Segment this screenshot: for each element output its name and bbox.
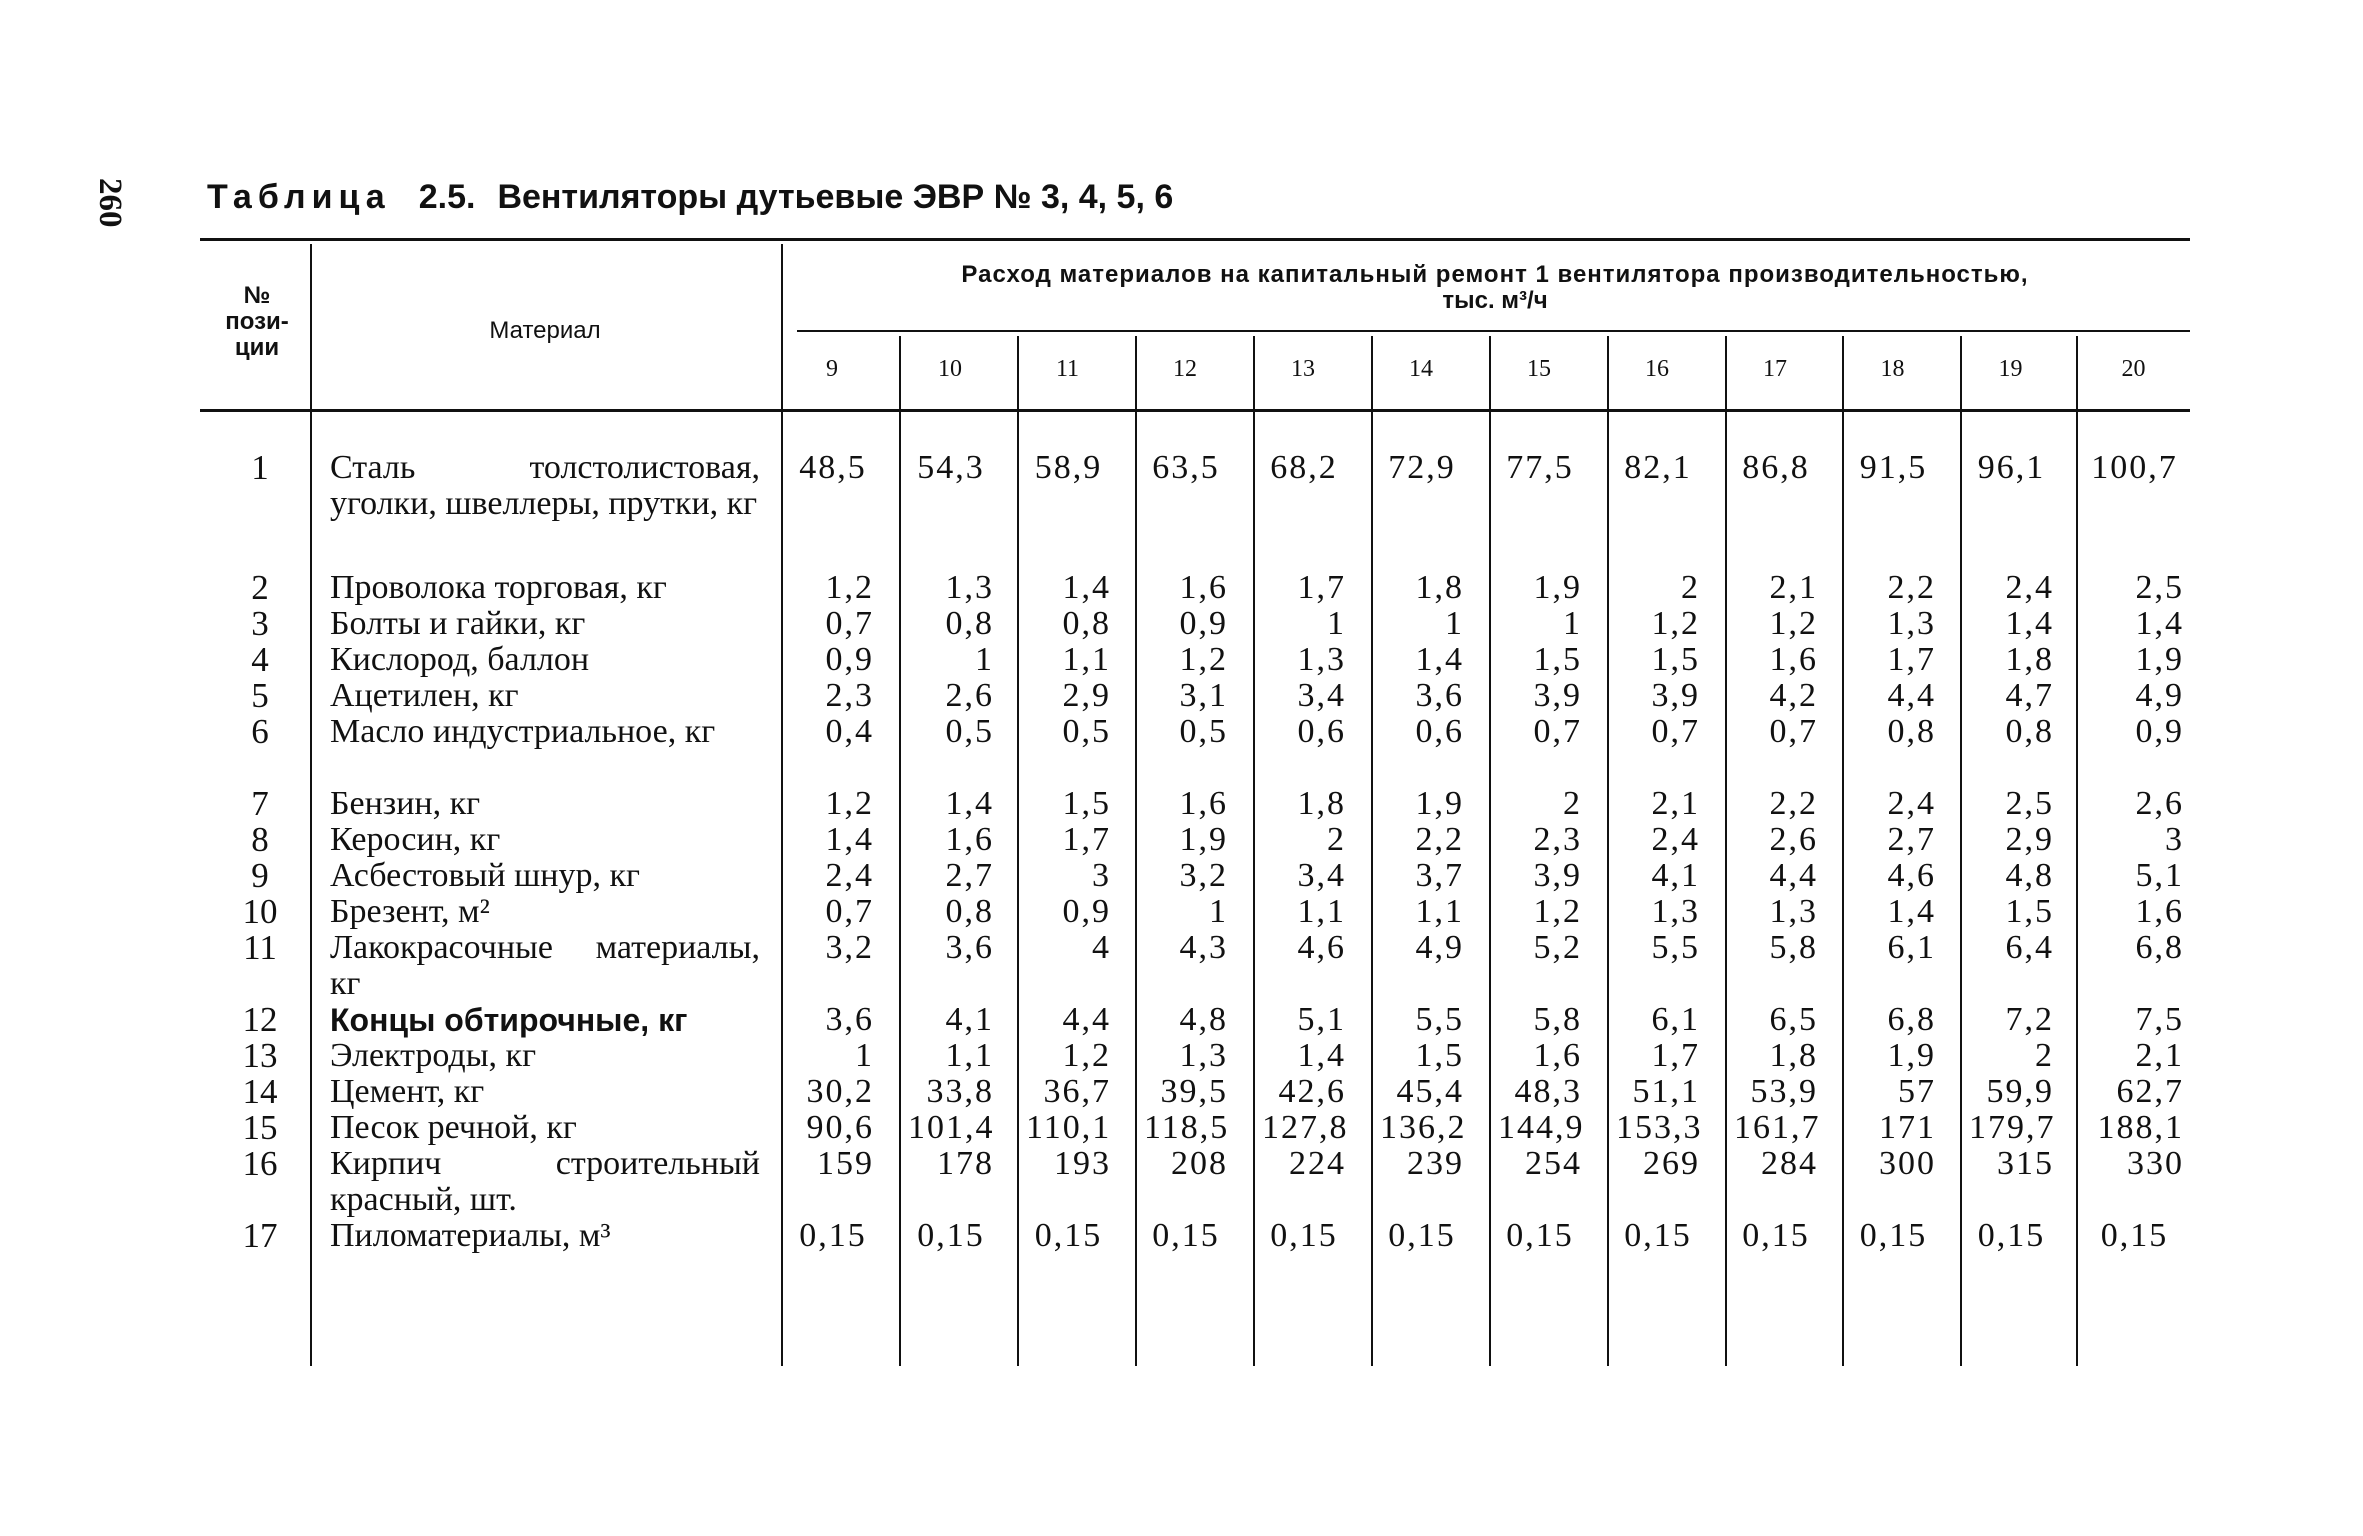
table-cell: 1,3 bbox=[945, 569, 994, 606]
table-cell: 1,9 bbox=[1533, 569, 1582, 606]
table-cell: 2,7 bbox=[945, 857, 994, 894]
table-cell: 36,7 bbox=[1043, 1073, 1111, 1110]
table-cell: 1,8 bbox=[1297, 785, 1346, 822]
table-cell: 1,4 bbox=[1887, 893, 1936, 930]
table-cell: 0,9 bbox=[1179, 605, 1228, 642]
table-cell: 239 bbox=[1407, 1145, 1464, 1182]
table-cell: 6,8 bbox=[2135, 929, 2184, 966]
table-cell: 4,9 bbox=[1415, 929, 1464, 966]
table-cell: 63,5 bbox=[1152, 449, 1220, 486]
table-cell: 1,8 bbox=[2005, 641, 2054, 678]
table-cell: 110,1 bbox=[1026, 1109, 1112, 1146]
table-cell: 0,7 bbox=[825, 605, 874, 642]
table-cell: 4,4 bbox=[1769, 857, 1818, 894]
table-cell: 1,5 bbox=[1062, 785, 1111, 822]
row-material: Ацетилен, кг bbox=[330, 677, 519, 714]
caption-label: Таблица bbox=[207, 178, 391, 216]
table-cell: 1,6 bbox=[2135, 893, 2184, 930]
table-cell: 330 bbox=[2127, 1145, 2184, 1182]
table-cell: 4,7 bbox=[2005, 677, 2054, 714]
row-position: 5 bbox=[251, 676, 269, 715]
column-header: 19 bbox=[1998, 356, 2023, 382]
table-cell: 0,7 bbox=[1769, 713, 1818, 750]
table-cell: 0,8 bbox=[1887, 713, 1936, 750]
table-cell: 2,5 bbox=[2005, 785, 2054, 822]
row-position: 8 bbox=[251, 820, 269, 859]
table-cell: 1,6 bbox=[1533, 1037, 1582, 1074]
table-cell: 193 bbox=[1054, 1145, 1111, 1182]
table-cell: 2,1 bbox=[1769, 569, 1818, 606]
row-material: Цемент, кг bbox=[330, 1073, 485, 1110]
table-cell: 0,8 bbox=[945, 605, 994, 642]
row-position: 14 bbox=[242, 1072, 278, 1111]
table-cell: 5,8 bbox=[1769, 929, 1818, 966]
table-cell: 0,15 bbox=[1859, 1217, 1928, 1254]
table-cell: 82,1 bbox=[1624, 449, 1692, 486]
table-cell: 2,2 bbox=[1415, 821, 1464, 858]
table-cell: 2,6 bbox=[1769, 821, 1818, 858]
vrule-material bbox=[781, 244, 783, 1366]
table-cell: 1,8 bbox=[1415, 569, 1464, 606]
column-header: 13 bbox=[1291, 356, 1315, 382]
column-rule bbox=[1135, 336, 1137, 1366]
row-position: 16 bbox=[242, 1144, 278, 1183]
table-cell: 1,4 bbox=[1062, 569, 1111, 606]
table-cell: 1,9 bbox=[1179, 821, 1228, 858]
header-sub-rule bbox=[797, 330, 2190, 332]
table-cell: 136,2 bbox=[1380, 1109, 1467, 1146]
table-cell: 4,6 bbox=[1297, 929, 1346, 966]
column-header: 20 bbox=[2121, 356, 2146, 382]
table-cell: 1,9 bbox=[2135, 641, 2184, 678]
table-cell: 54,3 bbox=[917, 449, 985, 486]
material-header: Материал bbox=[489, 317, 601, 344]
column-rule bbox=[1842, 336, 1844, 1366]
table-cell: 1 bbox=[1327, 605, 1346, 642]
column-header: 18 bbox=[1880, 356, 1905, 382]
table-cell: 3 bbox=[1092, 857, 1111, 894]
table-cell: 118,5 bbox=[1144, 1109, 1230, 1146]
table-cell: 1,2 bbox=[1533, 893, 1582, 930]
table-cell: 2,3 bbox=[825, 677, 874, 714]
row-material: Кислород, баллон bbox=[330, 641, 590, 678]
table-cell: 3,4 bbox=[1297, 857, 1346, 894]
table-cell: 2,6 bbox=[945, 677, 994, 714]
table-cell: 3,7 bbox=[1415, 857, 1464, 894]
table-cell: 1,5 bbox=[1533, 641, 1582, 678]
column-header: 17 bbox=[1763, 356, 1787, 382]
table-cell: 1,2 bbox=[1062, 1037, 1111, 1074]
row-position: 11 bbox=[243, 928, 277, 967]
table-cell: 45,4 bbox=[1396, 1073, 1464, 1110]
table-cell: 1 bbox=[1209, 893, 1228, 930]
table-cell: 0,6 bbox=[1297, 713, 1346, 750]
page-number: 260 bbox=[92, 178, 128, 228]
table-cell: 1,6 bbox=[1179, 569, 1228, 606]
table-cell: 3,6 bbox=[1415, 677, 1464, 714]
vrule-position bbox=[310, 244, 312, 1366]
table-cell: 77,5 bbox=[1506, 449, 1574, 486]
row-position: 12 bbox=[242, 1000, 278, 1039]
table-cell: 51,1 bbox=[1632, 1073, 1700, 1110]
row-material: Лакокрасочные материалы, кг bbox=[330, 929, 760, 1002]
column-rule bbox=[1017, 336, 1019, 1366]
row-position: 13 bbox=[242, 1036, 278, 1075]
table-cell: 3,2 bbox=[1179, 857, 1228, 894]
table-cell: 1,8 bbox=[1769, 1037, 1818, 1074]
table-cell: 1,9 bbox=[1887, 1037, 1936, 1074]
table-cell: 0,15 bbox=[1977, 1217, 2046, 1254]
table-cell: 1 bbox=[975, 641, 994, 678]
row-material: Концы обтирочные, кг bbox=[330, 1002, 688, 1038]
caption-number: 2.5. bbox=[418, 178, 476, 216]
table-cell: 1,3 bbox=[1651, 893, 1700, 930]
table-cell: 2,9 bbox=[1062, 677, 1111, 714]
table-cell: 4,1 bbox=[945, 1001, 994, 1038]
table-cell: 4,9 bbox=[2135, 677, 2184, 714]
table-cell: 1,6 bbox=[945, 821, 994, 858]
table-cell: 101,4 bbox=[908, 1109, 995, 1146]
table-cell: 4,4 bbox=[1062, 1001, 1111, 1038]
caption-title: Вентиляторы дутьевые ЭВР № 3, 4, 5, 6 bbox=[497, 178, 1174, 216]
table-cell: 0,8 bbox=[1062, 605, 1111, 642]
column-header: 14 bbox=[1409, 356, 1433, 382]
table-cell: 2,2 bbox=[1887, 569, 1936, 606]
table-cell: 5,8 bbox=[1533, 1001, 1582, 1038]
table-cell: 1,4 bbox=[2135, 605, 2184, 642]
table-cell: 90,6 bbox=[806, 1109, 874, 1146]
position-header: № пози- ции bbox=[225, 282, 289, 361]
table-cell: 0,5 bbox=[1062, 713, 1111, 750]
table-cell: 0,8 bbox=[2005, 713, 2054, 750]
row-position: 1 bbox=[251, 448, 269, 487]
table-cell: 0,15 bbox=[1388, 1217, 1456, 1254]
column-header: 11 bbox=[1055, 356, 1080, 382]
table-cell: 2,1 bbox=[1651, 785, 1700, 822]
table-cell: 315 bbox=[1997, 1145, 2054, 1182]
table-cell: 59,9 bbox=[1986, 1073, 2054, 1110]
row-material: Керосин, кг bbox=[330, 821, 501, 858]
table-cell: 2,4 bbox=[825, 857, 874, 894]
table-cell: 1,3 bbox=[1769, 893, 1818, 930]
table-cell: 179,7 bbox=[1969, 1109, 2056, 1146]
table-cell: 0,15 bbox=[1152, 1217, 1220, 1254]
table-cell: 4,1 bbox=[1651, 857, 1700, 894]
table-cell: 1,2 bbox=[1769, 605, 1818, 642]
table-cell: 1,4 bbox=[1297, 1037, 1346, 1074]
table-cell: 2 bbox=[1681, 569, 1700, 606]
column-rule bbox=[1489, 336, 1491, 1366]
table-cell: 7,5 bbox=[2135, 1001, 2184, 1038]
column-header: 10 bbox=[938, 356, 962, 382]
row-material: Песок речной, кг bbox=[330, 1109, 577, 1146]
column-rule bbox=[1253, 336, 1255, 1366]
top-rule bbox=[200, 238, 2190, 241]
table-cell: 1,1 bbox=[1415, 893, 1464, 930]
table-cell: 39,5 bbox=[1160, 1073, 1228, 1110]
table-cell: 6,4 bbox=[2005, 929, 2054, 966]
consumption-header-line1: Расход материалов на капитальный ремонт 1 вентилятора производительностью, bbox=[961, 261, 2029, 288]
table-cell: 161,7 bbox=[1734, 1109, 1821, 1146]
table-cell: 4,6 bbox=[1887, 857, 1936, 894]
header-bottom-rule bbox=[200, 409, 2190, 412]
table-cell: 4,4 bbox=[1887, 677, 1936, 714]
column-rule bbox=[1371, 336, 1373, 1366]
table-cell: 2,2 bbox=[1769, 785, 1818, 822]
table-cell: 3 bbox=[2165, 821, 2184, 858]
table-cell: 1,3 bbox=[1297, 641, 1346, 678]
table-cell: 1,4 bbox=[825, 821, 874, 858]
table-cell: 0,9 bbox=[1062, 893, 1111, 930]
table-cell: 5,5 bbox=[1415, 1001, 1464, 1038]
table-cell: 0,7 bbox=[1533, 713, 1582, 750]
table-cell: 68,2 bbox=[1270, 449, 1338, 486]
table-cell: 100,7 bbox=[2091, 449, 2178, 486]
table-cell: 1,6 bbox=[1179, 785, 1228, 822]
table-cell: 42,6 bbox=[1278, 1073, 1346, 1110]
table-cell: 2,1 bbox=[2135, 1037, 2184, 1074]
table-cell: 5,2 bbox=[1533, 929, 1582, 966]
table-cell: 159 bbox=[817, 1145, 874, 1182]
table-cell: 3,9 bbox=[1533, 677, 1582, 714]
table-cell: 1 bbox=[855, 1037, 874, 1074]
column-header: 9 bbox=[826, 356, 838, 382]
table-cell: 0,15 bbox=[1624, 1217, 1692, 1254]
table-cell: 5,5 bbox=[1651, 929, 1700, 966]
table-cell: 2,4 bbox=[1887, 785, 1936, 822]
row-position: 17 bbox=[242, 1216, 278, 1255]
table-cell: 208 bbox=[1171, 1145, 1228, 1182]
table-cell: 1,2 bbox=[825, 785, 874, 822]
row-position: 3 bbox=[251, 604, 269, 643]
table-cell: 0,15 bbox=[1034, 1217, 1103, 1254]
table-cell: 224 bbox=[1289, 1145, 1346, 1182]
row-material: Проволока торговая, кг bbox=[330, 569, 667, 606]
table-cell: 171 bbox=[1879, 1109, 1936, 1146]
table-cell: 2,3 bbox=[1533, 821, 1582, 858]
row-position: 2 bbox=[251, 568, 269, 607]
table-cell: 6,5 bbox=[1769, 1001, 1818, 1038]
table-cell: 5,1 bbox=[1297, 1001, 1346, 1038]
table-cell: 3,1 bbox=[1179, 677, 1228, 714]
row-position: 6 bbox=[251, 712, 269, 751]
table-cell: 1,7 bbox=[1297, 569, 1346, 606]
table-cell: 300 bbox=[1879, 1145, 1936, 1182]
column-rule bbox=[1607, 336, 1609, 1366]
table-cell: 30,2 bbox=[806, 1073, 874, 1110]
table-cell: 254 bbox=[1525, 1145, 1582, 1182]
table-cell: 0,7 bbox=[1651, 713, 1700, 750]
table-cell: 2 bbox=[2035, 1037, 2054, 1074]
table-cell: 1,5 bbox=[1651, 641, 1700, 678]
row-material: Болты и гайки, кг bbox=[330, 605, 586, 642]
table-cell: 6,8 bbox=[1887, 1001, 1936, 1038]
row-material: Бензин, кг bbox=[330, 785, 481, 822]
table-cell: 1,7 bbox=[1651, 1037, 1700, 1074]
column-rule bbox=[1960, 336, 1962, 1366]
table-cell: 178 bbox=[937, 1145, 994, 1182]
table-cell: 4,3 bbox=[1179, 929, 1228, 966]
table-cell: 57 bbox=[1898, 1073, 1936, 1110]
table-cell: 1,1 bbox=[1297, 893, 1346, 930]
table-cell: 1,5 bbox=[1415, 1037, 1464, 1074]
table-cell: 6,1 bbox=[1651, 1001, 1700, 1038]
column-rule bbox=[2076, 336, 2078, 1366]
row-material: Пиломатериалы, м³ bbox=[330, 1217, 611, 1254]
table-cell: 7,2 bbox=[2005, 1001, 2054, 1038]
table-cell: 3,9 bbox=[1533, 857, 1582, 894]
row-position: 15 bbox=[242, 1108, 278, 1147]
table-cell: 0,5 bbox=[1179, 713, 1228, 750]
table-cell: 188,1 bbox=[2097, 1109, 2184, 1146]
table-cell: 4,8 bbox=[1179, 1001, 1228, 1038]
table-cell: 62,7 bbox=[2116, 1073, 2184, 1110]
table-cell: 4,8 bbox=[2005, 857, 2054, 894]
table-cell: 0,15 bbox=[1742, 1217, 1810, 1254]
column-header: 15 bbox=[1527, 356, 1551, 382]
row-material: Асбестовый шнур, кг bbox=[330, 857, 640, 894]
table-cell: 33,8 bbox=[926, 1073, 994, 1110]
table-cell: 53,9 bbox=[1750, 1073, 1818, 1110]
row-material: Масло индустриальное, кг bbox=[330, 713, 716, 750]
table-cell: 1,1 bbox=[1062, 641, 1111, 678]
table-cell: 269 bbox=[1643, 1145, 1700, 1182]
row-position: 9 bbox=[251, 856, 269, 895]
row-position: 7 bbox=[251, 784, 269, 823]
table-cell: 3,6 bbox=[825, 1001, 874, 1038]
table-cell: 0,7 bbox=[825, 893, 874, 930]
table-cell: 1,4 bbox=[945, 785, 994, 822]
table-cell: 0,9 bbox=[825, 641, 874, 678]
table-cell: 3,6 bbox=[945, 929, 994, 966]
table-cell: 96,1 bbox=[1977, 449, 2046, 486]
table-cell: 153,3 bbox=[1616, 1109, 1703, 1146]
table-cell: 0,6 bbox=[1415, 713, 1464, 750]
column-header: 12 bbox=[1173, 356, 1197, 382]
row-position: 4 bbox=[251, 640, 269, 679]
table-cell: 0,8 bbox=[945, 893, 994, 930]
column-rule bbox=[1725, 336, 1727, 1366]
row-material: Электроды, кг bbox=[330, 1037, 537, 1074]
table-cell: 1,6 bbox=[1769, 641, 1818, 678]
table-cell: 0,15 bbox=[799, 1217, 867, 1254]
consumption-header-line2: тыс. м³/ч bbox=[1442, 287, 1548, 314]
table-cell: 2,4 bbox=[1651, 821, 1700, 858]
table-cell: 1,7 bbox=[1062, 821, 1111, 858]
table-cell: 0,15 bbox=[1506, 1217, 1574, 1254]
table-cell: 5,1 bbox=[2135, 857, 2184, 894]
table-cell: 1,2 bbox=[825, 569, 874, 606]
table-cell: 0,9 bbox=[2135, 713, 2184, 750]
table-cell: 72,9 bbox=[1388, 449, 1456, 486]
table-cell: 284 bbox=[1761, 1145, 1818, 1182]
table-cell: 0,15 bbox=[2100, 1217, 2169, 1254]
table-cell: 48,5 bbox=[799, 449, 867, 486]
column-header: 16 bbox=[1645, 356, 1669, 382]
table-cell: 1,4 bbox=[1415, 641, 1464, 678]
row-material: Брезент, м² bbox=[330, 893, 490, 930]
table-cell: 2,9 bbox=[2005, 821, 2054, 858]
row-material: Сталь толстолистовая, уголки, швеллеры, прутки, кг bbox=[330, 449, 760, 522]
table-cell: 1,3 bbox=[1887, 605, 1936, 642]
column-rule bbox=[899, 336, 901, 1366]
table-cell: 91,5 bbox=[1859, 449, 1928, 486]
table-cell: 2 bbox=[1327, 821, 1346, 858]
table-cell: 4,2 bbox=[1769, 677, 1818, 714]
table-cell: 3,9 bbox=[1651, 677, 1700, 714]
table-cell: 58,9 bbox=[1034, 449, 1103, 486]
table-cell: 1,5 bbox=[2005, 893, 2054, 930]
table-cell: 1 bbox=[1445, 605, 1464, 642]
table-cell: 1 bbox=[1563, 605, 1582, 642]
table-cell: 1,2 bbox=[1651, 605, 1700, 642]
table-cell: 1,2 bbox=[1179, 641, 1228, 678]
table-cell: 3,4 bbox=[1297, 677, 1346, 714]
table-cell: 127,8 bbox=[1262, 1109, 1349, 1146]
table-cell: 0,4 bbox=[825, 713, 874, 750]
table-cell: 0,15 bbox=[917, 1217, 985, 1254]
table-cell: 1,4 bbox=[2005, 605, 2054, 642]
table-cell: 86,8 bbox=[1742, 449, 1810, 486]
row-material: Кирпич строительный красный, шт. bbox=[330, 1145, 760, 1218]
table-cell: 1,7 bbox=[1887, 641, 1936, 678]
table-cell: 48,3 bbox=[1514, 1073, 1582, 1110]
table-cell: 3,2 bbox=[825, 929, 874, 966]
table-caption bbox=[207, 178, 1173, 217]
table-cell: 1,9 bbox=[1415, 785, 1464, 822]
table-cell: 2,5 bbox=[2135, 569, 2184, 606]
table-cell: 2,7 bbox=[1887, 821, 1936, 858]
table-cell: 4 bbox=[1092, 929, 1111, 966]
table-cell: 6,1 bbox=[1887, 929, 1936, 966]
row-position: 10 bbox=[242, 892, 278, 931]
table-cell: 0,5 bbox=[945, 713, 994, 750]
table-cell: 1,1 bbox=[945, 1037, 994, 1074]
table-cell: 2,4 bbox=[2005, 569, 2054, 606]
table-cell: 144,9 bbox=[1498, 1109, 1585, 1146]
table-cell: 1,3 bbox=[1179, 1037, 1228, 1074]
table-cell: 2,6 bbox=[2135, 785, 2184, 822]
table-cell: 2 bbox=[1563, 785, 1582, 822]
table-cell: 0,15 bbox=[1270, 1217, 1338, 1254]
